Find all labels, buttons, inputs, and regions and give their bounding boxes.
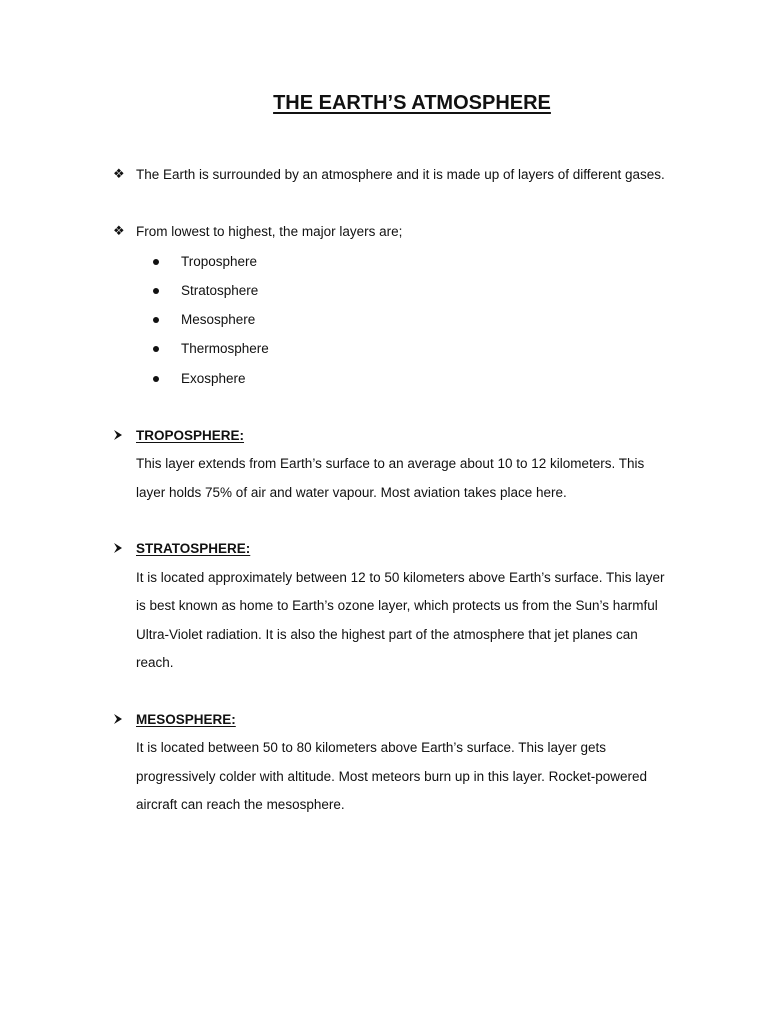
list-item: Exosphere — [181, 371, 246, 386]
list-item: Thermosphere — [181, 341, 269, 356]
bullet-dot-icon — [153, 259, 159, 265]
arrow-bullet-icon — [113, 542, 123, 554]
bullet-dot-icon — [153, 288, 159, 294]
section-heading: MESOSPHERE: — [136, 712, 236, 727]
section-text-line: Ultra-Violet radiation. It is also the highest part of the atmosphere that jet planes can — [136, 627, 638, 642]
intro-text-1: The Earth is surrounded by an atmosphere and it is made up of layers of different gases. — [136, 167, 665, 182]
section-text-line: This layer extends from Earth’s surface to an average about 10 to 12 kilometers. This — [136, 456, 645, 471]
list-item: Stratosphere — [181, 283, 259, 298]
intro-text-2: From lowest to highest, the major layers are; — [136, 224, 403, 239]
arrow-bullet-icon — [113, 429, 123, 441]
section-text-line: progressively colder with altitude. Most meteors burn up in this layer. Rocket-powered — [136, 769, 647, 784]
section-text-line: layer holds 75% of air and water vapour. Most aviation takes place here. — [136, 485, 567, 500]
section-text-line: is best known as home to Earth’s ozone layer, which protects us from the Sun’s harmful — [136, 598, 658, 613]
page-title: THE EARTH’S ATMOSPHERE — [273, 92, 551, 114]
section-heading: STRATOSPHERE: — [136, 541, 251, 556]
list-item: Troposphere — [181, 254, 258, 269]
section-text-line: It is located between 50 to 80 kilometers above Earth’s surface. This layer gets — [136, 740, 607, 755]
diamond-bullet-icon: ❖ — [113, 167, 125, 182]
section-text-line: reach. — [136, 655, 174, 670]
arrow-bullet-icon — [113, 713, 123, 725]
section-heading: TROPOSPHERE: — [136, 428, 245, 443]
bullet-dot-icon — [153, 317, 159, 323]
section-text-line: aircraft can reach the mesosphere. — [136, 797, 345, 812]
section-text-line: It is located approximately between 12 to 50 kilometers above Earth’s surface. This layer — [136, 570, 665, 585]
bullet-dot-icon — [153, 346, 159, 352]
diamond-bullet-icon: ❖ — [113, 224, 125, 239]
list-item: Mesosphere — [181, 312, 256, 327]
bullet-dot-icon — [153, 376, 159, 382]
